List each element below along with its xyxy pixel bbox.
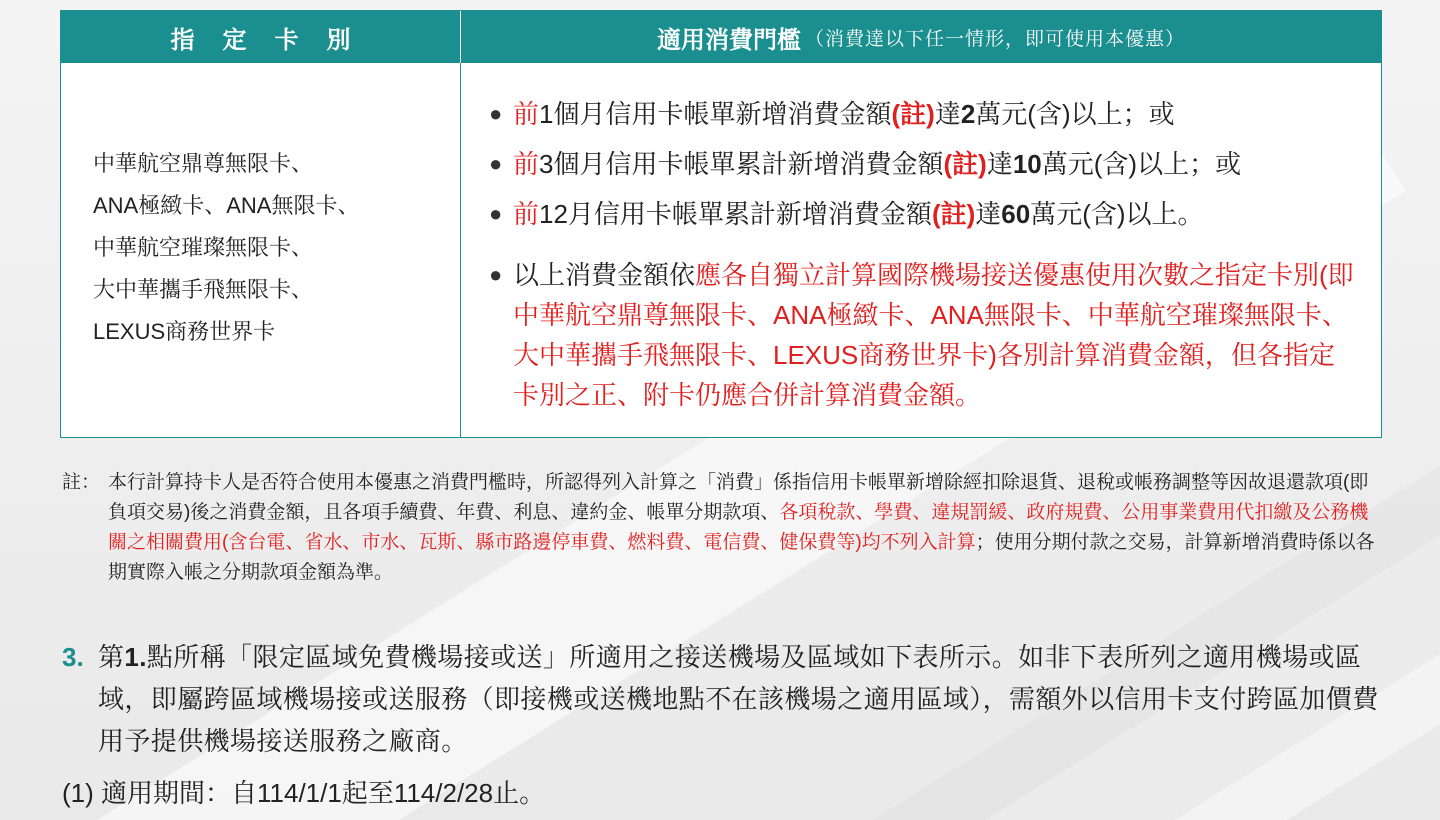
header-divider: [460, 19, 461, 55]
rule-text: 達: [975, 199, 1002, 229]
offer-table: [60, 10, 1382, 438]
bullet-icon: ●: [489, 262, 503, 287]
threshold-rule: [489, 189, 1369, 239]
rule-note-ref: (註): [931, 199, 976, 229]
footnote: [62, 468, 1382, 588]
rule-amount: 2: [960, 99, 976, 129]
rule-text: 3個月信用卡帳單累計新增消費金額: [539, 149, 944, 179]
calculation-note-rule: [489, 255, 1369, 415]
rule-note-ref: (註): [891, 99, 935, 129]
section-text: 點所稱「限定區域免費機場接或送」所適用之接送機場及區域如下表所示。如非下表所列之適用機場或區域，即屬跨區域機場接或送服務（即接機或送機地點不在該機場之適用區域），需額外以信用卡支付跨區加價費用予提供機場接送服務之廠商。: [98, 642, 1379, 756]
section-number: 3.: [62, 642, 84, 672]
bullet-icon: ●: [489, 201, 503, 226]
rule-note-ref: (註): [943, 149, 987, 179]
header-designated-cards: 指定卡別: [61, 11, 460, 63]
card-item: 大中華攜手飛無限卡、: [93, 277, 314, 302]
rule-text: 12月信用卡帳單累計新增消費金額: [539, 199, 932, 229]
rule-text: 達: [934, 99, 961, 129]
threshold-rule: [489, 139, 1369, 189]
threshold-rules: [489, 89, 1369, 415]
rule-text: 萬元(含)以上；或: [975, 99, 1175, 129]
header-threshold-hint: （消費達以下任一情形，即可使用本優惠）: [804, 28, 1185, 50]
note-rule-red-text: 應各自獨立計算國際機場接送優惠使用次數之指定卡別(即中華航空鼎尊無限卡、ANA極緻卡、ANA無限卡、中華航空璀璨無限卡、大中華攜手飛無限卡、LEXUS商務世界卡)各別計算消費金額，但各指定卡別之正、附卡仍應合併計算消費金額。: [513, 260, 1354, 410]
rule-prefix: 前: [513, 199, 540, 229]
header-spending-threshold: [461, 11, 1381, 63]
footnote-text: 本行計算持卡人是否符合使用本優惠之消費門檻時，所認得列入計算之「消費」係指信用卡帳單新增除經扣除退貨、退稅或帳務調整等因故退還款項(即負項交易)後之消費金額，且各項手續費、年費、利息、違約金、帳單分期款項、: [108, 472, 1369, 523]
rule-text: 1個月信用卡帳單新增消費金額: [539, 99, 892, 129]
section-3: [62, 636, 1382, 762]
column-divider: [460, 63, 461, 437]
applicable-period: (1) 適用期間：自114/1/1起至114/2/28止。: [62, 778, 546, 808]
card-list: [93, 143, 453, 353]
footnote-text: ；使用分期付款之交易，計算新增消費時係以各期實際入帳之分期款項金額為準。: [108, 532, 1375, 583]
rule-text: 達: [986, 149, 1013, 179]
card-item: LEXUS商務世界卡: [93, 319, 276, 344]
section-body: [98, 636, 1382, 762]
card-item: 中華航空璀璨無限卡、: [93, 235, 314, 260]
rule-amount: 60: [1001, 199, 1031, 229]
footnote-label: 註：: [62, 472, 101, 493]
footnote-red-text: 各項稅款、學費、違規罰緩、政府規費、公用事業費用代扣繳及公務機關之相關費用(含台電、省水、市水、瓦斯、縣市路邊停車費、燃料費、電信費、健保費等)均不列入計算: [108, 502, 1369, 553]
rule-prefix: 前: [513, 99, 540, 129]
note-rule-prefix: 以上消費金額依: [513, 260, 696, 290]
rule-amount: 10: [1012, 149, 1042, 179]
rule-text: 萬元(含)以上；或: [1041, 149, 1242, 179]
rule-prefix: 前: [513, 149, 540, 179]
bullet-icon: ●: [489, 101, 503, 126]
footnote-body: [108, 468, 1382, 588]
rule-text: 萬元(含)以上。: [1030, 199, 1204, 229]
card-item: ANA極緻卡、ANA無限卡、: [93, 193, 360, 218]
card-item: 中華航空鼎尊無限卡、: [93, 151, 314, 176]
header-threshold-title: 適用消費門檻: [656, 26, 801, 54]
threshold-rule: [489, 89, 1369, 139]
bullet-icon: ●: [489, 151, 503, 176]
section-ref: 1.: [124, 642, 147, 672]
section-lead: 第: [98, 642, 125, 672]
